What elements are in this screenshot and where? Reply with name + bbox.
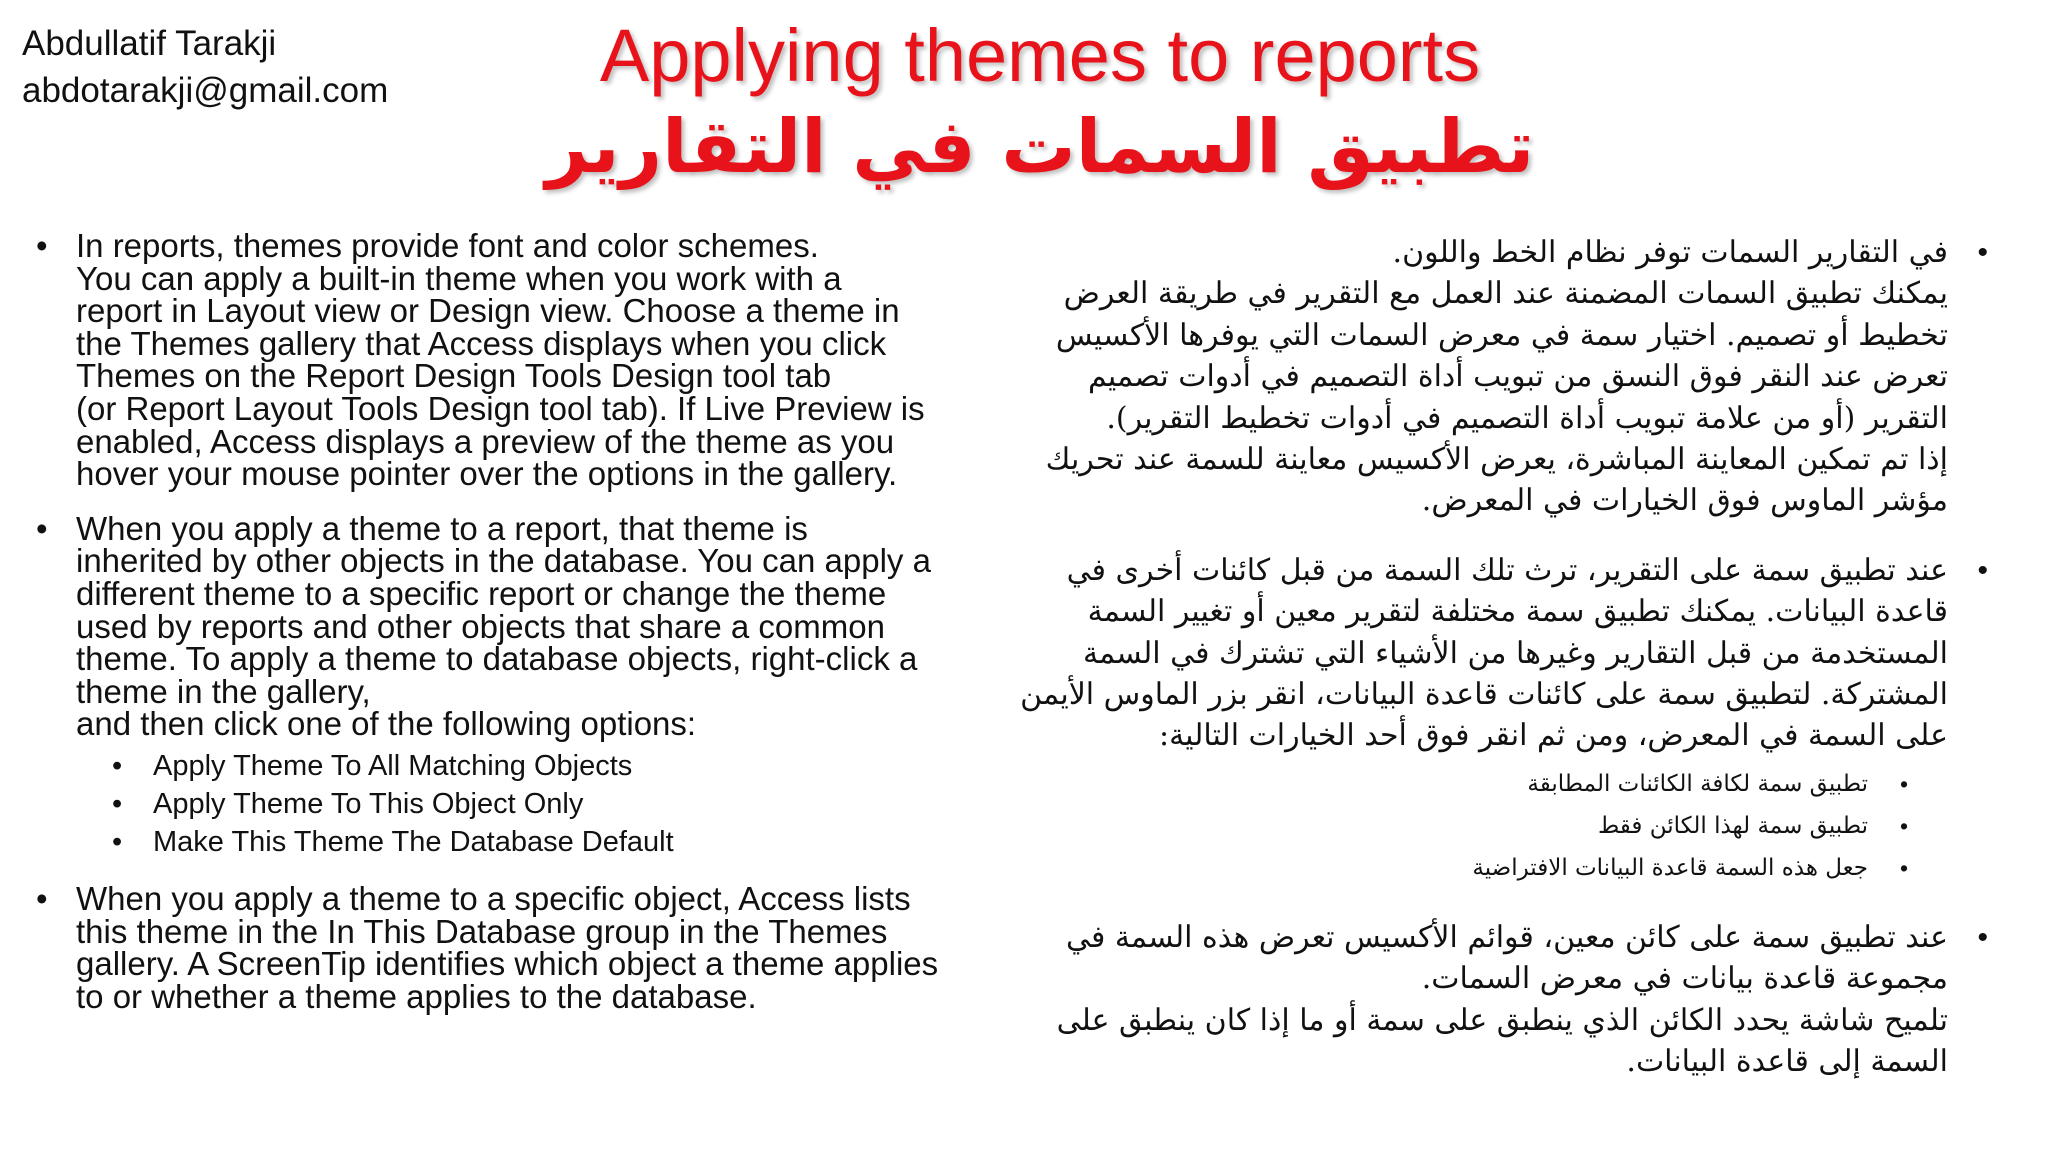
text-line: مجموعة قاعدة بيانات في معرض السمات.: [1421, 961, 1948, 997]
option-apply-this-object-ar: تطبيق سمة لهذا الكائن فقط: [1597, 812, 1868, 839]
text-line: theme in the gallery,: [76, 672, 371, 710]
text-line: used by reports and other objects that share a common: [76, 607, 885, 645]
list-item: [76, 823, 1036, 861]
bullet-icon: •: [36, 227, 48, 264]
text-line: You can apply a built-in theme when you work with a: [76, 259, 842, 297]
text-line: theme. To apply a theme to database objects, right-click a: [76, 640, 918, 678]
text-line: السمة إلى قاعدة البيانات.: [1626, 1044, 1948, 1080]
text-line: When you apply a theme to a report, that theme is: [76, 509, 808, 547]
bullet-icon: •: [36, 879, 48, 917]
title-english: Applying themes to reports: [599, 14, 1481, 97]
text-line: Themes on the Report Design Tools Design tool tab: [76, 357, 832, 395]
text-line: this theme in the In This Database group in the Themes: [76, 912, 888, 950]
title-arabic: تطبيق السمات في التقارير: [545, 104, 1535, 190]
text-line: enabled, Access displays a preview of the theme as you: [76, 422, 895, 460]
text-line: عند تطبيق سمة على التقرير، ترث تلك السمة من قبل كائنات أخرى في: [1066, 552, 1948, 588]
text-line: تلميح شاشة يحدد الكائن الذي ينطبق على سمة أو ما إذا كان ينطبق على: [1056, 1002, 1948, 1038]
text-line: to or whether a theme applies to the database.: [76, 977, 757, 1015]
text-line: المستخدمة من قبل التقارير وغيرها من الأشياء التي تشترك في السمة: [1082, 635, 1948, 671]
bullet-icon: •: [1977, 553, 1988, 587]
option-apply-all-matching: Apply Theme To All Matching Objects: [153, 749, 633, 782]
author-name: Abdullatif Tarakji: [22, 24, 277, 63]
author-info: [22, 20, 388, 114]
text-line: In reports, themes provide font and color schemes.: [76, 227, 819, 264]
list-item: [76, 785, 1036, 823]
sub-bullet-icon: •: [1899, 854, 1908, 881]
option-apply-all-matching-ar: تطبيق سمة لكافة الكائنات المطابقة: [1527, 770, 1868, 797]
list-item: [1028, 805, 1948, 847]
author-email: abdotarakji@gmail.com: [22, 71, 389, 110]
sub-bullet-icon: •: [112, 825, 123, 858]
arabic-column: [1020, 232, 1988, 1111]
text-line: في التقارير السمات توفر نظام الخط واللون.: [1392, 235, 1948, 270]
list-item: [1028, 763, 1948, 805]
bullet-icon: •: [1977, 236, 1988, 269]
option-database-default: Make This Theme The Database Default: [153, 825, 674, 858]
english-bullet-2: [36, 509, 1036, 861]
sub-bullet-icon: •: [112, 749, 123, 782]
sub-bullet-icon: •: [1899, 812, 1908, 839]
text-line: When you apply a theme to a specific object, Access lists: [76, 879, 911, 917]
text-line: قاعدة البيانات. يمكنك تطبيق سمة مختلفة لتقرير معين أو تغيير السمة: [1087, 594, 1948, 630]
list-item: [76, 747, 1036, 785]
text-line: the Themes gallery that Access displays when you click: [76, 324, 887, 362]
arabic-bullet-3: [1028, 917, 1988, 1083]
text-line: تعرض عند النقر فوق النسق من تبويب أداة التصميم في أدوات تصميم: [1087, 359, 1948, 395]
english-bullet-1: [36, 227, 1036, 493]
sub-bullet-icon: •: [1899, 770, 1908, 797]
text-line: التقرير (أو من علامة تبويب أداة التصميم في أدوات تخطيط التقرير).: [1106, 400, 1948, 436]
arabic-options-list: [1028, 763, 1948, 889]
option-database-default-ar: جعل هذه السمة قاعدة البيانات الافتراضية: [1472, 854, 1868, 881]
bullet-icon: •: [1977, 920, 1988, 954]
text-line: إذا تم تمكين المعاينة المباشرة، يعرض الأكسيس معاينة للسمة عند تحريك: [1045, 442, 1948, 478]
english-column: [36, 227, 1036, 1035]
bullet-icon: •: [36, 509, 48, 547]
text-line: المشتركة. لتطبيق سمة على كائنات قاعدة البيانات، انقر بزر الماوس الأيمن: [1020, 677, 1948, 713]
slide-title: [420, 10, 1660, 192]
text-line: report in Layout view or Design view. Choose a theme in: [76, 292, 900, 330]
english-options-list: [76, 747, 1036, 861]
text-line: مؤشر الماوس فوق الخيارات في المعرض.: [1421, 483, 1948, 519]
text-line: تخطيط أو تصميم. اختيار سمة في معرض السمات التي يوفرها الأكسيس: [1055, 317, 1948, 353]
text-line: عند تطبيق سمة على كائن معين، قوائم الأكسيس تعرض هذه السمة في: [1065, 919, 1948, 955]
text-line: different theme to a specific report or change the theme: [76, 574, 887, 612]
text-line: inherited by other objects in the database. You can apply a: [76, 542, 931, 580]
sub-bullet-icon: •: [112, 787, 123, 820]
text-line: على السمة في المعرض، ومن ثم انقر فوق أحد الخيارات التالية:: [1158, 718, 1948, 754]
arabic-bullet-2: [1020, 550, 1988, 889]
text-line: gallery. A ScreenTip identifies which object a theme applies: [76, 945, 939, 983]
option-apply-this-object: Apply Theme To This Object Only: [153, 787, 584, 820]
text-line: hover your mouse pointer over the options in the gallery.: [76, 455, 898, 493]
list-item: [1028, 847, 1948, 889]
arabic-bullet-1: [1028, 232, 1988, 522]
text-line: يمكنك تطبيق السمات المضمنة عند العمل مع التقرير في طريقة العرض: [1063, 276, 1948, 312]
english-bullet-3: [36, 879, 1036, 1015]
text-line: and then click one of the following options:: [76, 705, 697, 743]
text-line: (or Report Layout Tools Design tool tab). If Live Preview is: [76, 389, 925, 427]
